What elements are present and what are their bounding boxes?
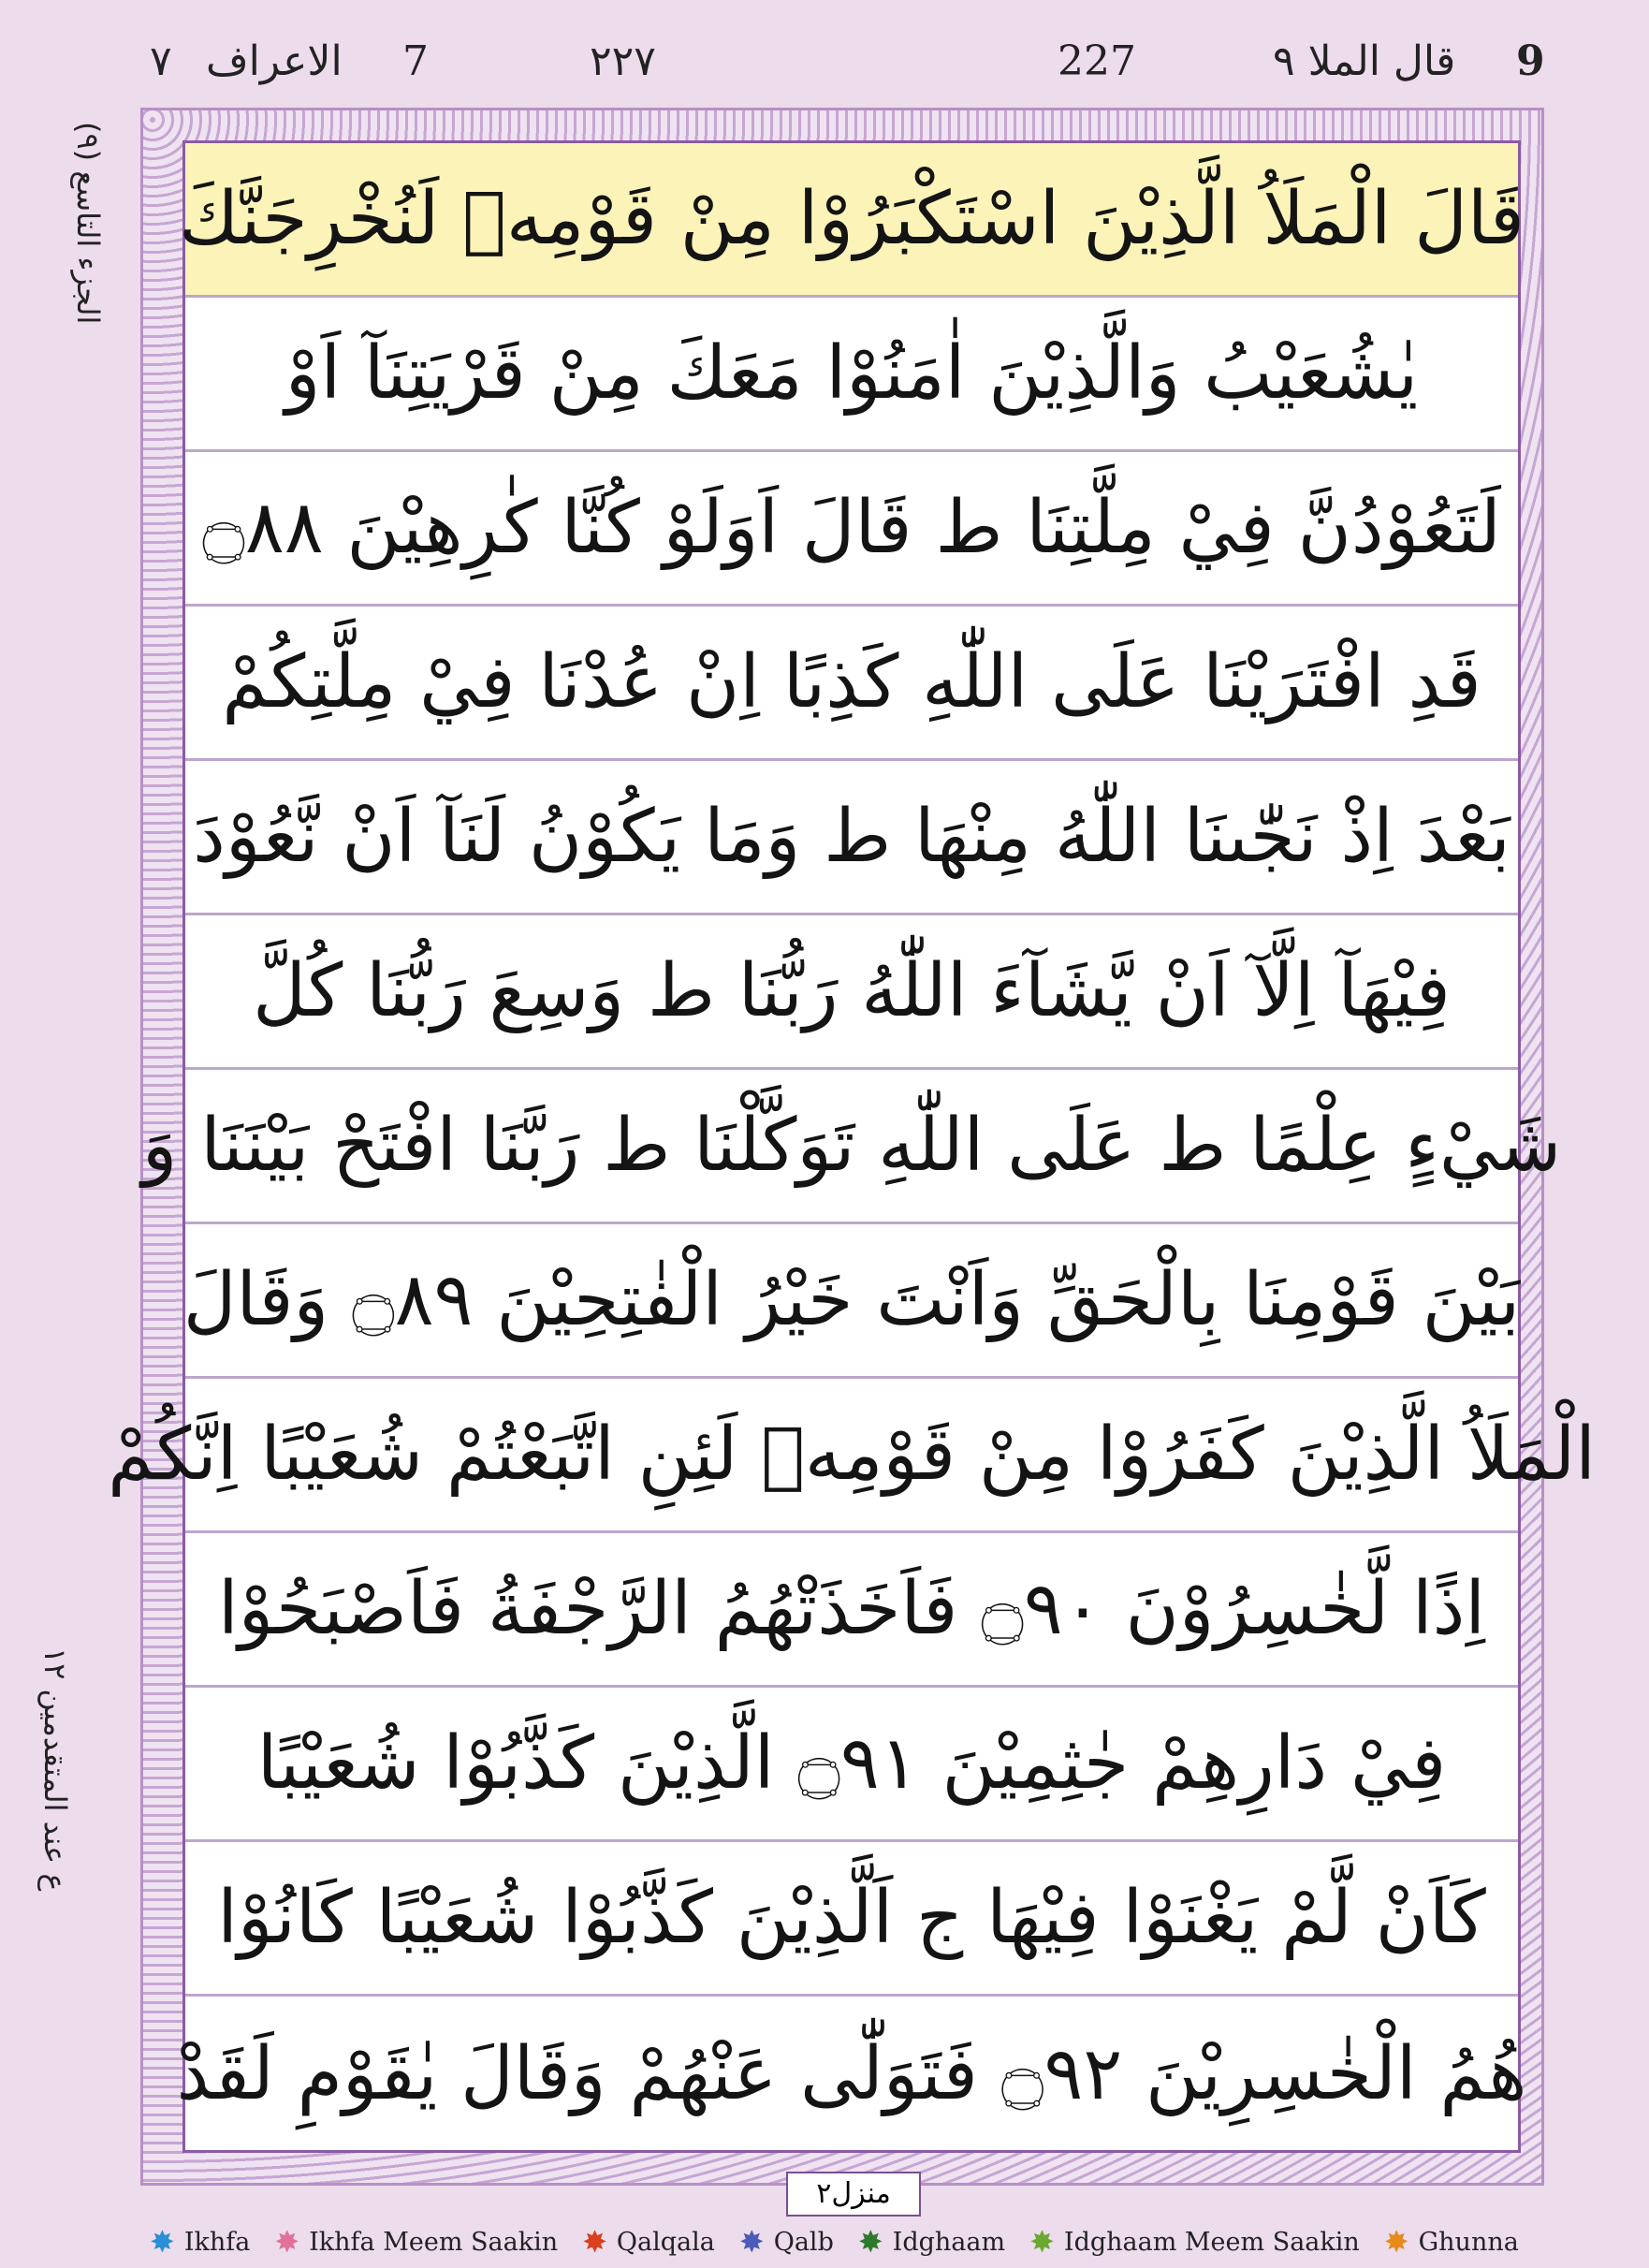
star-icon: ✸ xyxy=(1029,2224,1055,2260)
legend-item xyxy=(1029,2224,1360,2260)
legend-label: Ikhfa Meem Saakin xyxy=(309,2227,559,2257)
star-icon: ✸ xyxy=(582,2224,607,2260)
surah-number-arabic: ٧ xyxy=(150,37,172,85)
legend-item xyxy=(150,2224,251,2260)
surah-number: 7 xyxy=(402,37,429,85)
page-header xyxy=(150,37,1545,103)
verse-line: لَتَعُوْدُنَّ فِيْ مِلَّتِنَا ط قَالَ اَوَلَوْ كُنَّا كٰرِهِيْنَ ۝٨٨ xyxy=(185,452,1518,607)
page-number: 227 xyxy=(1058,37,1136,85)
legend-item xyxy=(274,2224,559,2260)
legend-label: Qalb xyxy=(773,2227,834,2257)
verse-line: بَعْدَ اِذْ نَجّٰىنَا اللّٰهُ مِنْهَا ط وَمَا يَكُوْنُ لَنَآ اَنْ نَّعُوْدَ xyxy=(185,761,1518,915)
tajweed-legend xyxy=(150,2223,1535,2261)
verse-line: فِيْ دَارِهِمْ جٰثِمِيْنَ ۝٩١ الَّذِيْنَ كَذَّبُوْا شُعَيْبًا xyxy=(185,1688,1518,1842)
text-panel xyxy=(108,140,1596,2153)
juz-number: 9 xyxy=(1516,37,1545,85)
verse-line: بَيْنَ قَوْمِنَا بِالْحَقِّ وَاَنْتَ خَيْرُ الْفٰتِحِيْنَ ۝٨٩ وَقَالَ xyxy=(185,1224,1518,1379)
legend-label: Qalqala xyxy=(616,2227,715,2257)
legend-label: Idghaam Meem Saakin xyxy=(1063,2227,1360,2257)
verse-line: شَيْءٍ عِلْمًا ط عَلَى اللّٰهِ تَوَكَّلْنَا ط رَبَّنَا افْتَحْ بَيْنَنَا وَ xyxy=(185,1070,1518,1224)
legend-label: Idghaam xyxy=(892,2227,1006,2257)
manzil-marker: منزل٢ xyxy=(786,2172,921,2217)
verse-line: اِذًا لَّخٰسِرُوْنَ ۝٩٠ فَاَخَذَتْهُمُ الرَّجْفَةُ فَاَصْبَحُوْا xyxy=(185,1533,1518,1688)
surah-name: الاعراف xyxy=(206,37,343,85)
verse-line: كَاَنْ لَّمْ يَغْنَوْا فِيْهَا ج اَلَّذِيْنَ كَذَّبُوْا شُعَيْبًا كَانُوْا xyxy=(185,1842,1518,1997)
star-icon: ✸ xyxy=(1383,2224,1409,2260)
legend-label: Ghunna xyxy=(1418,2227,1519,2257)
legend-item xyxy=(582,2224,715,2260)
juz-name: قال الملا ٩ xyxy=(1273,37,1456,85)
star-icon: ✸ xyxy=(738,2224,765,2260)
verse-line: قَالَ الْمَلَاُ الَّذِيْنَ اسْتَكْبَرُوْا مِنْ قَوْمِهٖ لَنُخْرِجَنَّكَ xyxy=(185,143,1518,298)
legend-item xyxy=(1383,2224,1519,2260)
star-icon: ✸ xyxy=(857,2224,883,2260)
legend-item xyxy=(738,2224,834,2260)
verse-line: فِيْهَآ اِلَّآ اَنْ يَّشَآءَ اللّٰهُ رَبُّنَا ط وَسِعَ رَبُّنَا كُلَّ xyxy=(185,915,1518,1070)
star-icon: ✸ xyxy=(274,2224,300,2260)
verse-line: الْمَلَاُ الَّذِيْنَ كَفَرُوْا مِنْ قَوْمِهٖ لَئِنِ اتَّبَعْتُمْ شُعَيْبًا اِنَّكُمْ xyxy=(185,1379,1518,1533)
verse-line: يٰشُعَيْبُ وَالَّذِيْنَ اٰمَنُوْا مَعَكَ مِنْ قَرْيَتِنَآ اَوْ xyxy=(185,298,1518,452)
star-icon: ✸ xyxy=(150,2224,175,2260)
legend-item xyxy=(857,2224,1006,2260)
page-number-arabic: ٢٢٧ xyxy=(590,37,656,85)
verse-line: هُمُ الْخٰسِرِيْنَ ۝٩٢ فَتَوَلّٰى عَنْهُمْ وَقَالَ يٰقَوْمِ لَقَدْ xyxy=(176,2031,1527,2116)
ruku-margin-note: ع عند المتقدمين ١٢ xyxy=(37,1647,73,1892)
verse-line: قَدِ افْتَرَيْنَا عَلَى اللّٰهِ كَذِبًا اِنْ عُدْنَا فِيْ مِلَّتِكُمْ xyxy=(185,607,1518,761)
legend-label: Ikhfa xyxy=(183,2227,251,2257)
juz-margin-note: الجزء التاسع (٩) xyxy=(70,122,106,325)
